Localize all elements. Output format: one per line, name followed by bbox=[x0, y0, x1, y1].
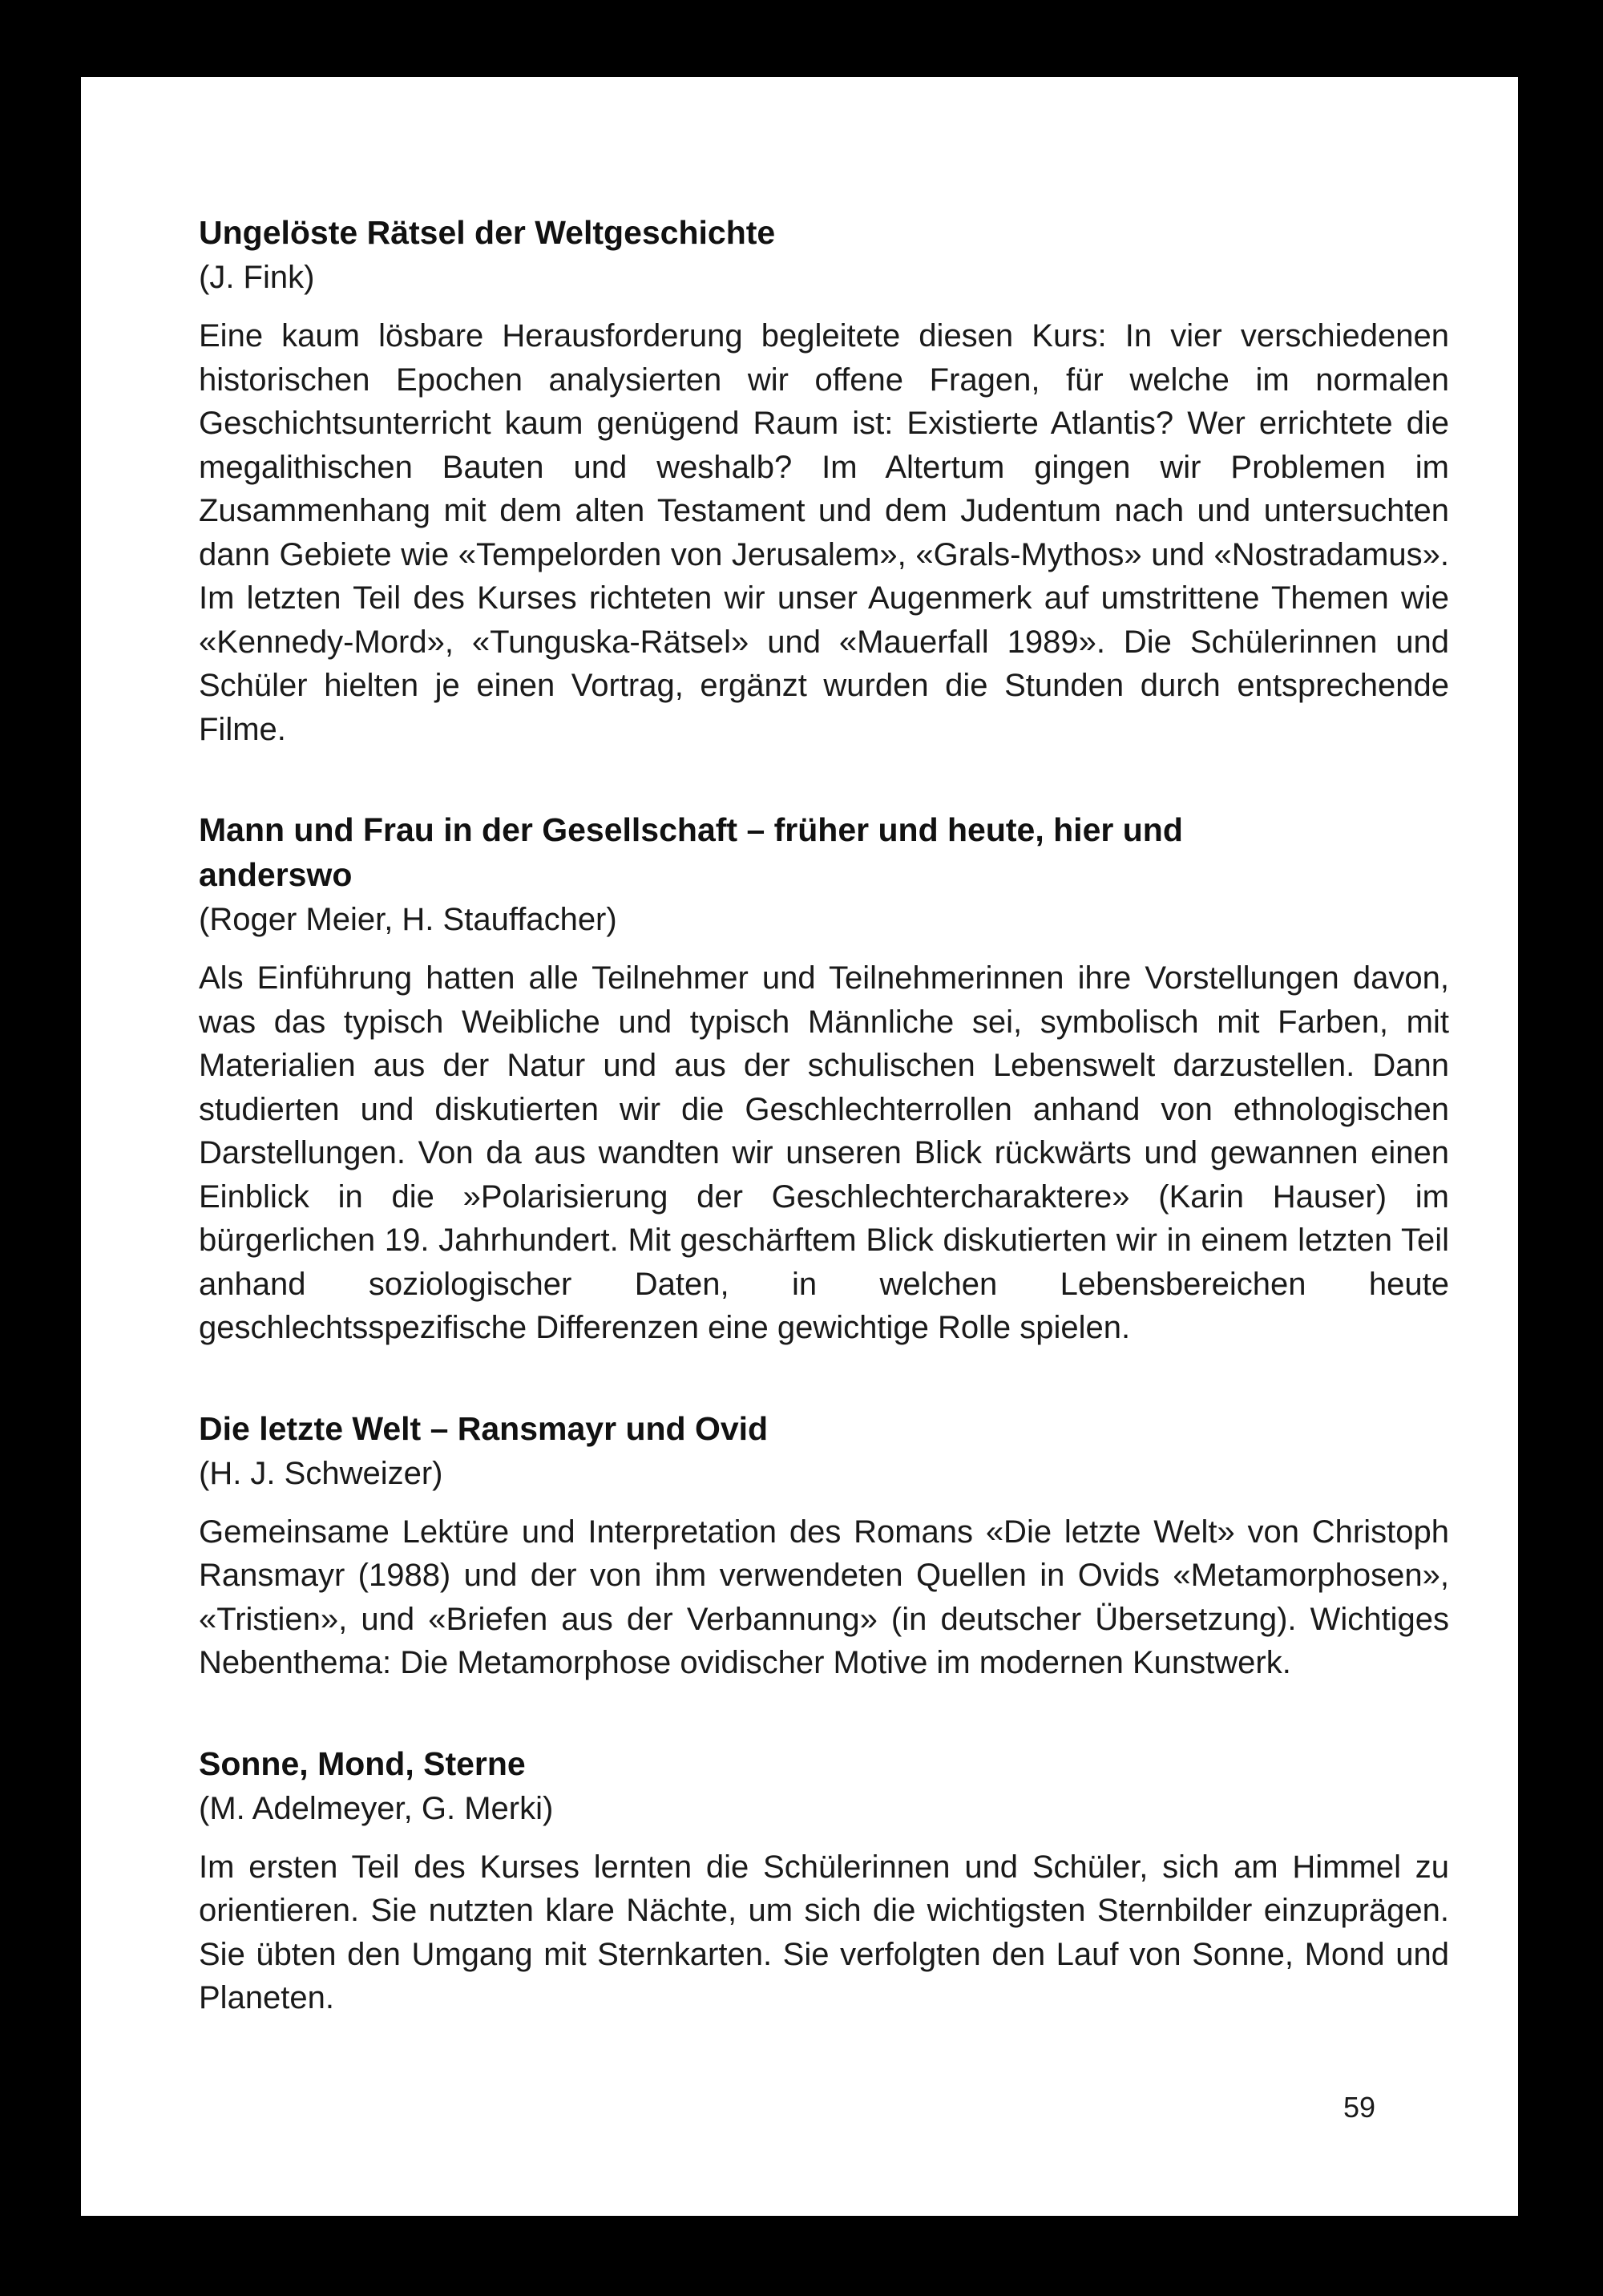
document-page bbox=[81, 77, 1518, 2216]
section-title: Ungelöste Rätsel der Weltgeschichte bbox=[199, 214, 776, 251]
course-section-letzte-welt bbox=[199, 1406, 1449, 1685]
course-section-mann-und-frau bbox=[199, 807, 1449, 1350]
page-content bbox=[199, 210, 1449, 2076]
section-title: Die letzte Welt – Ransmayr und Ovid bbox=[199, 1409, 769, 1447]
section-body: Eine kaum lösbare Herausforderung begleitete diesen Kurs: In vier verschiedenen historischen Epochen analysierten wir offene Fragen, für welche im normalen Geschichtsunterricht kaum genügend Raum ist: Existierte Atlantis? Wer errichtete die megalithischen Bauten und weshalb? Im Altertum gingen wir Problemen im Zusammenhang mit dem alten Testament und dem Judentum nach und untersuchten dann Gebiete wie «Tempelorden von Jerusalem», «Grals-Mythos» und «Nostradamus». Im letzten Teil des Kurses richteten wir unser Augenmerk auf umstrittene Themen wie «Kennedy-Mord», «Tunguska-Rätsel» und «Mauerfall 1989». Die Schülerinnen und Schüler hielten je einen Vortrag, ergänzt wurden die Stunden durch entsprechende Filme. bbox=[199, 318, 1449, 747]
section-body: Im ersten Teil des Kurses lernten die Schülerinnen und Schüler, sich am Himmel zu orientieren. Sie nutzten klare Nächte, um sich die wichtigsten Sternbilder einzuprägen. Sie übten den Umgang mit Sternkarten. Sie verfolgten den Lauf von Sonne, Mond und Planeten. bbox=[199, 1849, 1449, 2015]
course-section-weltgeschichte bbox=[199, 210, 1449, 751]
section-body: Gemeinsame Lektüre und Interpretation des Romans «Die letzte Welt» von Christoph Ransmayr (1988) und der von ihm verwendeten Quellen in Ovids «Metamorphosen», «Tristien», und «Briefen aus der Verbannung» (in deutscher Übersetzung). Wichtiges Nebenthema: Die Metamorphose ovidischer Motive im modernen Kunstwerk. bbox=[199, 1514, 1449, 1680]
section-authors: (H. J. Schweizer) bbox=[199, 1455, 443, 1491]
page-number: 59 bbox=[1343, 2091, 1375, 2124]
section-title: Sonne, Mond, Sterne bbox=[199, 1744, 526, 1782]
course-section-sonne-mond-sterne bbox=[199, 1741, 1449, 2020]
section-body: Als Einführung hatten alle Teilnehmer und Teilnehmerinnen ihre Vorstellungen davon, was das typisch Weibliche und typisch Männliche sei, symbolisch mit Farben, mit Materialien aus der Natur und aus der schulischen Lebenswelt darzustellen. Dann studierten und diskutierten wir die Geschlechterrollen anhand von ethnologischen Darstellungen. Von da aus wandten wir unseren Blick rückwärts und gewannen einen Einblick in die »Polarisierung der Geschlechtercharaktere» (Karin Hauser) im bürgerlichen 19. Jahrhundert. Mit geschärftem Blick diskutierten wir in einem letzten Teil anhand soziologischer Daten, in welchen Lebensbereichen heute geschlechtsspezifische Differenzen eine gewichtige Rolle spielen. bbox=[199, 960, 1449, 1345]
section-authors: (J. Fink) bbox=[199, 260, 315, 295]
section-authors: (M. Adelmeyer, G. Merki) bbox=[199, 1790, 554, 1826]
section-authors: (Roger Meier, H. Stauffacher) bbox=[199, 902, 617, 937]
section-title: Mann und Frau in der Gesellschaft – früher und heute, hier und anderswo bbox=[199, 811, 1183, 893]
